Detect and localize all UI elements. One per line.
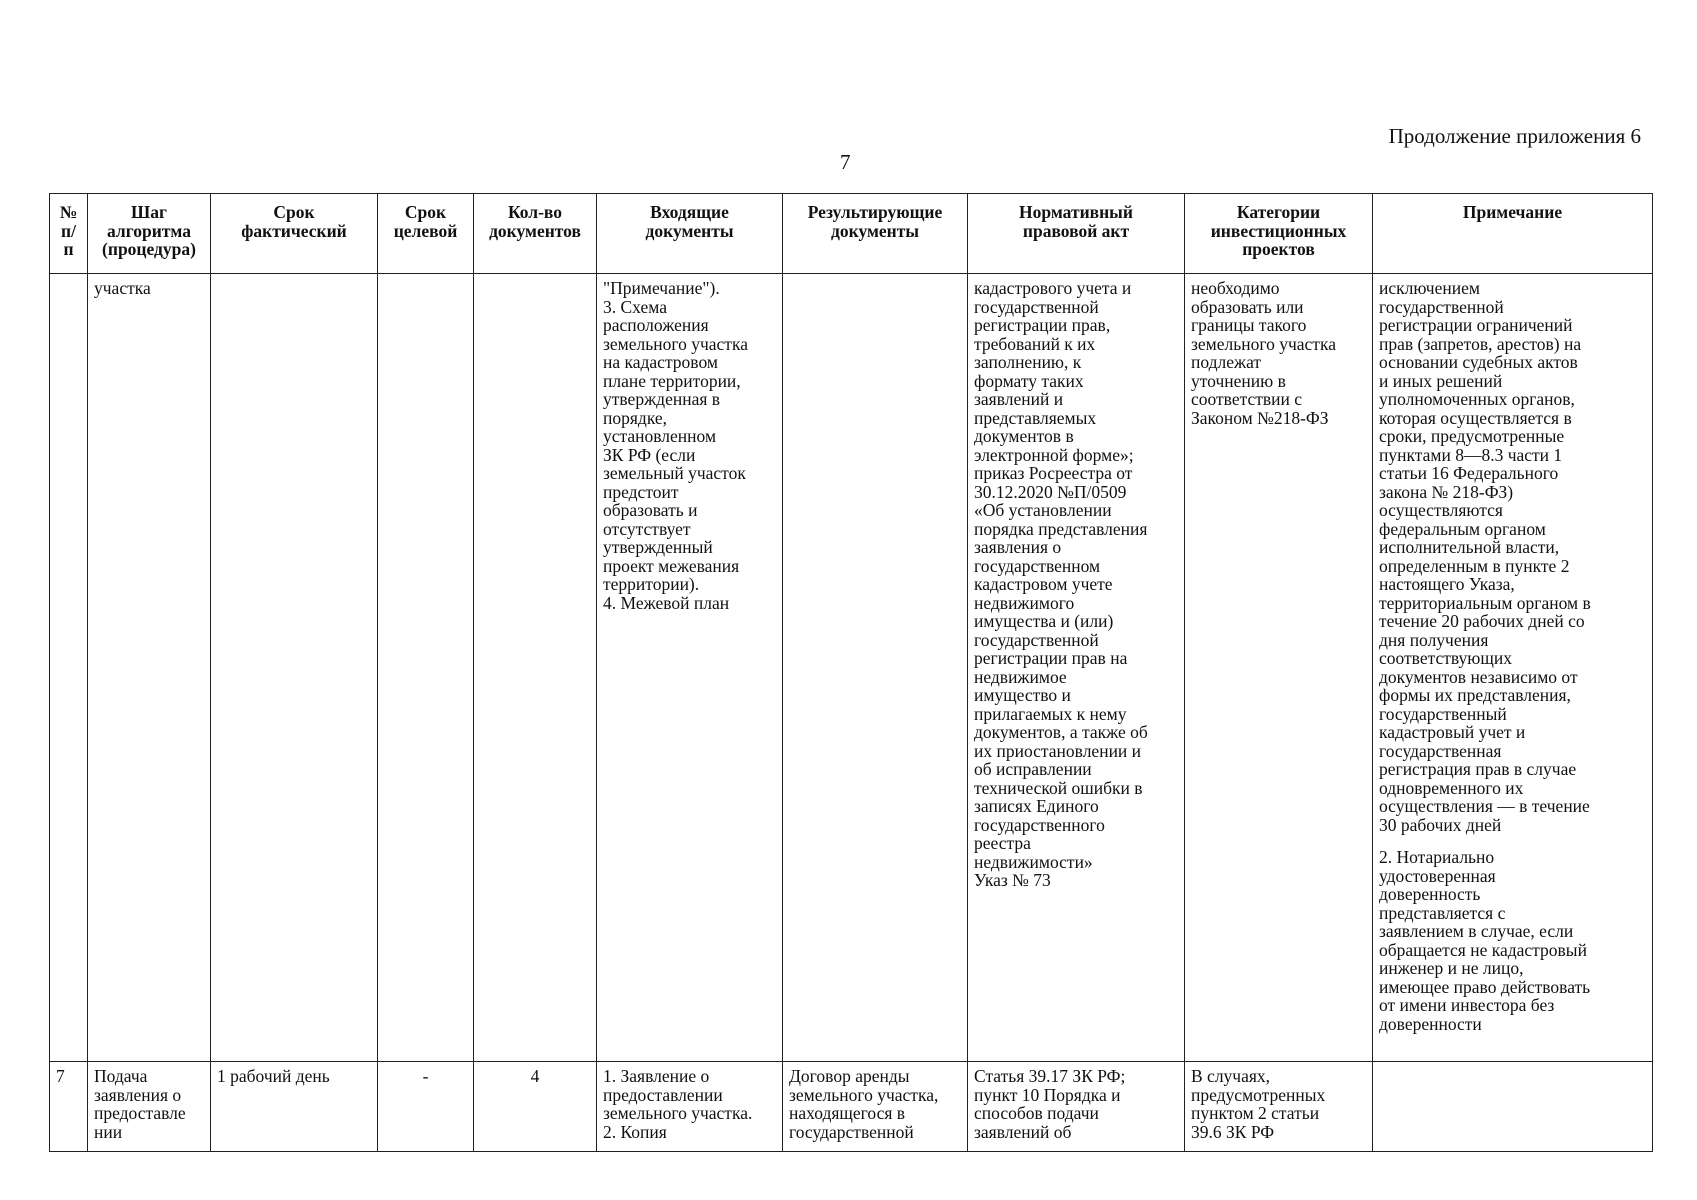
cell-doc-count	[474, 274, 597, 1062]
cell-incoming-docs: "Примечание"). 3. Схема расположения земельного участка на кадастровом плане территории, утвержденная в порядке, установленном ЗК РФ (если земельный участок предстоит образовать и отсутствует утвержденный проект межевания территории). 4. Межевой план	[597, 274, 783, 1062]
continuation-label: Продолжение приложения 6	[1388, 124, 1641, 148]
note-paragraph-1: исключением государственной регистрации ограничений прав (запретов, арестов) на основании судебных актов и иных решений уполномоченных органов, которая осуществляется в сроки, предусмотренные пунктами 8—8.3 части 1 статьи 16 Федерального закона № 218-ФЗ) осуществляются федеральным органом исполнительной власти, определенным в пункте 2 настоящего Указа, территориальным органом в течение 20 рабочих дней со дня получения соответствующих документов независимо от формы их представления, государственный кадастровый учет и государственная регистрация прав в случае одновременного их осуществления — в течение 30 рабочих дней	[1379, 278, 1591, 835]
cell-target-term	[378, 274, 474, 1062]
column-header-note: Примечание	[1373, 194, 1653, 274]
column-header-doc-count: Кол-во документов	[474, 194, 597, 274]
cell-target-term: -	[378, 1062, 474, 1152]
cell-step: участка	[88, 274, 211, 1062]
cell-note	[1373, 1062, 1653, 1152]
cell-categories: В случаях, предусмотренных пунктом 2 статьи 39.6 ЗК РФ	[1185, 1062, 1373, 1152]
column-header-actual-term: Срок фактический	[211, 194, 378, 274]
table-row	[50, 1062, 1653, 1152]
cell-step: Подача заявления о предоставле нии	[88, 1062, 211, 1152]
note-paragraph-2: 2. Нотариально удостоверенная доверенность представляется с заявлением в случае, если обращается не кадастровый инженер и не лицо, имеющее право действовать от имени инвестора без доверенности	[1379, 847, 1591, 1034]
cell-number	[50, 274, 88, 1062]
cell-actual-term: 1 рабочий день	[211, 1062, 378, 1152]
cell-resulting-docs: Договор аренды земельного участка, находящегося в государственной	[783, 1062, 968, 1152]
column-header-step: Шаг алгоритма (процедура)	[88, 194, 211, 274]
cell-legal-act: кадастрового учета и государственной регистрации прав, требований к их заполнению, к формату таких заявлений и представляемых документов в электронной форме»; приказ Росреестра от 30.12.2020 №П/0509 «Об установлении порядка представления заявления о государственном кадастровом учете недвижимого имущества и (или) государственной регистрации прав на недвижимое имущество и прилагаемых к нему документов, а также об их приостановлении и об исправлении технической ошибки в записях Единого государственного реестра недвижимости» Указ № 73	[968, 274, 1185, 1062]
column-header-number: № п/п	[50, 194, 88, 274]
cell-number: 7	[50, 1062, 88, 1152]
algorithm-table	[49, 193, 1653, 1152]
cell-legal-act: Статья 39.17 ЗК РФ; пункт 10 Порядка и способов подачи заявлений об	[968, 1062, 1185, 1152]
table-row	[50, 274, 1653, 1062]
table-header-row	[50, 194, 1653, 274]
cell-categories: необходимо образовать или границы такого земельного участка подлежат уточнению в соответствии с Законом №218-ФЗ	[1185, 274, 1373, 1062]
column-header-categories: Категории инвестиционных проектов	[1185, 194, 1373, 274]
column-header-resulting-docs: Результирующие документы	[783, 194, 968, 274]
column-header-legal-act: Нормативный правовой акт	[968, 194, 1185, 274]
column-header-incoming-docs: Входящие документы	[597, 194, 783, 274]
cell-resulting-docs	[783, 274, 968, 1062]
cell-note	[1373, 274, 1653, 1062]
cell-doc-count: 4	[474, 1062, 597, 1152]
cell-incoming-docs: 1. Заявление о предоставлении земельного участка. 2. Копия	[597, 1062, 783, 1152]
cell-actual-term	[211, 274, 378, 1062]
page-number: 7	[840, 150, 851, 174]
column-header-target-term: Срок целевой	[378, 194, 474, 274]
